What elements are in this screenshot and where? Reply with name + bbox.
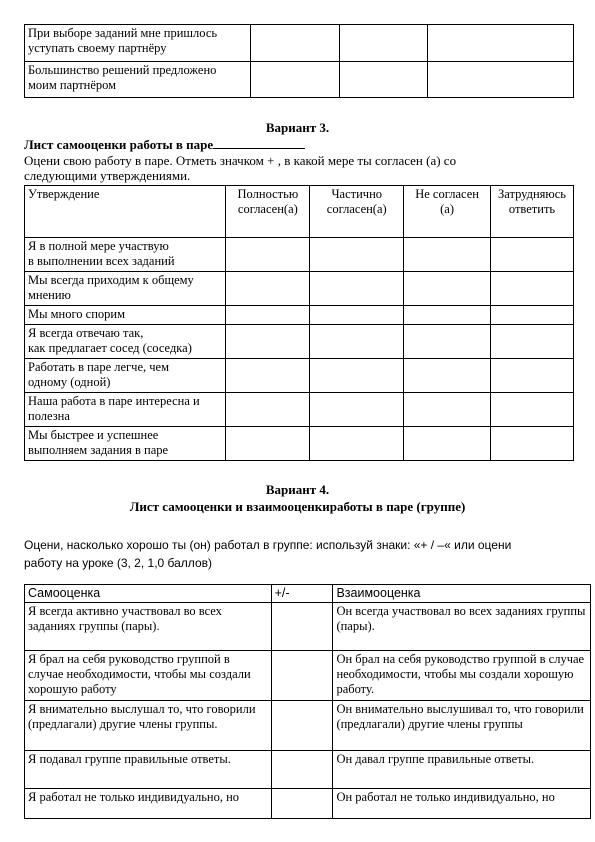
variant4-instruction-1: Оцени, насколько хорошо ты (он) работал в группе: используй знаки: «+ / –« или оцени <box>24 538 512 552</box>
header-row <box>25 585 591 603</box>
variant3-instruction-2: следующими утверждениями. <box>24 168 191 183</box>
answer-cell[interactable] <box>250 62 340 98</box>
table-row <box>25 62 574 98</box>
answer-cell[interactable] <box>491 325 574 359</box>
answer-cell[interactable] <box>491 306 574 325</box>
answer-cell[interactable] <box>491 393 574 427</box>
statement-line: Я всегда отвечаю так, <box>28 326 144 340</box>
statement-cell <box>25 325 226 359</box>
answer-cell[interactable] <box>310 306 404 325</box>
name-blank-line <box>213 136 305 149</box>
statement-line: одному (одной) <box>28 375 111 389</box>
answer-cell[interactable] <box>491 238 574 272</box>
statement-cell <box>25 393 226 427</box>
table-row <box>25 789 591 819</box>
table-row <box>25 306 574 325</box>
statement-line: Наша работа в паре интересна и <box>28 394 200 408</box>
mark-cell[interactable] <box>271 701 333 751</box>
pair-work-self-assessment-table <box>24 185 574 461</box>
statement-line: мнению <box>28 288 71 302</box>
answer-cell[interactable] <box>310 325 404 359</box>
answer-cell[interactable] <box>404 306 491 325</box>
self-assessment-cell: Я внимательно выслушал то, что говорили (предлагали) другие члены группы. <box>25 701 272 751</box>
statement-cell <box>25 272 226 306</box>
answer-cell[interactable] <box>428 25 574 62</box>
answer-cell[interactable] <box>226 306 310 325</box>
answer-cell[interactable] <box>226 393 310 427</box>
statement-line: Я в полной мере участвую <box>28 239 169 253</box>
statement-line: уступать своему партнёру <box>28 41 167 55</box>
variant4-sheet-title: Лист самооценки и взаимооценкиработы в паре (группе) <box>129 499 466 514</box>
variant3-instruction-1: Оцени свою работу в паре. Отметь значком + , в какой мере ты согласен (а) со <box>24 153 457 168</box>
mark-cell[interactable] <box>271 603 333 651</box>
variant3-heading: Вариант 3. <box>265 120 330 135</box>
table-row <box>25 25 574 62</box>
pair-work-table-top <box>24 24 574 98</box>
variant3-sheet-title <box>24 136 305 153</box>
answer-cell[interactable] <box>404 427 491 461</box>
answer-cell[interactable] <box>404 359 491 393</box>
table-row <box>25 359 574 393</box>
answer-cell[interactable] <box>226 359 310 393</box>
statement-line: Мы всегда приходим к общему <box>28 273 194 287</box>
statement-line: При выборе заданий мне пришлось <box>28 26 218 40</box>
mark-cell[interactable] <box>271 789 333 819</box>
statement-cell <box>25 238 226 272</box>
statement-line: в выполнении всех заданий <box>28 254 175 268</box>
header-peer-assessment: Взаимооценка <box>333 585 591 603</box>
answer-cell[interactable] <box>310 427 404 461</box>
statement-line: полезна <box>28 409 70 423</box>
variant4-instruction-2: работу на уроке (3, 2, 1,0 баллов) <box>24 556 212 570</box>
answer-cell[interactable] <box>226 427 310 461</box>
answer-cell[interactable] <box>340 62 428 98</box>
header-statement: Утверждение <box>25 186 226 238</box>
statement-cell <box>25 25 251 62</box>
answer-cell[interactable] <box>404 325 491 359</box>
answer-cell[interactable] <box>491 272 574 306</box>
table-row <box>25 238 574 272</box>
answer-cell[interactable] <box>491 359 574 393</box>
statement-cell <box>25 359 226 393</box>
header-self-assessment: Самооценка <box>25 585 272 603</box>
answer-cell[interactable] <box>226 238 310 272</box>
table-row <box>25 651 591 701</box>
peer-assessment-cell: Он всегда участвовал во всех заданиях группы (пары). <box>333 603 591 651</box>
header-disagree: Не согласен (а) <box>404 186 491 238</box>
answer-cell[interactable] <box>226 325 310 359</box>
self-assessment-cell: Я всегда активно участвовал во всех заданиях группы (пары). <box>25 603 272 651</box>
statement-line: моим партнёром <box>28 78 117 92</box>
self-assessment-cell: Я брал на себя руководство группой в случае необходимости, чтобы мы создали хорошую работу <box>25 651 272 701</box>
self-and-peer-assessment-table <box>24 584 591 819</box>
header-plus-minus: +/- <box>271 585 333 603</box>
statement-cell <box>25 62 251 98</box>
answer-cell[interactable] <box>404 238 491 272</box>
table-row <box>25 393 574 427</box>
peer-assessment-cell: Он брал на себя руководство группой в случае необходимости, чтобы мы создали хорошую работу. <box>333 651 591 701</box>
statement-line: Мы много спорим <box>28 307 126 321</box>
table-row <box>25 427 574 461</box>
statement-cell <box>25 427 226 461</box>
sheet-title-text: Лист самооценки работы в паре <box>24 137 214 152</box>
answer-cell[interactable] <box>491 427 574 461</box>
statement-line: как предлагает сосед (соседка) <box>28 341 192 355</box>
answer-cell[interactable] <box>310 359 404 393</box>
table-row <box>25 751 591 789</box>
statement-cell <box>25 306 226 325</box>
mark-cell[interactable] <box>271 751 333 789</box>
answer-cell[interactable] <box>310 393 404 427</box>
statement-line: Мы быстрее и успешнее <box>28 428 159 442</box>
statement-line: Большинство решений предложено <box>28 63 217 77</box>
table-row <box>25 603 591 651</box>
peer-assessment-cell: Он внимательно выслушивал то, что говорили (предлагали) другие члены группы <box>333 701 591 751</box>
statement-line: Работать в паре легче, чем <box>28 360 170 374</box>
header-partly-agree: Частично согласен(а) <box>310 186 404 238</box>
answer-cell[interactable] <box>340 25 428 62</box>
header-row <box>25 186 574 238</box>
answer-cell[interactable] <box>404 393 491 427</box>
self-assessment-cell: Я подавал группе правильные ответы. <box>25 751 272 789</box>
answer-cell[interactable] <box>226 272 310 306</box>
answer-cell[interactable] <box>310 238 404 272</box>
variant4-heading: Вариант 4. <box>265 482 330 497</box>
statement-line: выполняем задания в паре <box>28 443 169 457</box>
answer-cell[interactable] <box>428 62 574 98</box>
header-fully-agree: Полностью согласен(а) <box>226 186 310 238</box>
answer-cell[interactable] <box>310 272 404 306</box>
mark-cell[interactable] <box>271 651 333 701</box>
self-assessment-cell: Я работал не только индивидуально, но <box>25 789 272 819</box>
peer-assessment-cell: Он давал группе правильные ответы. <box>333 751 591 789</box>
header-hard-to-answer: Затрудняюсь ответить <box>491 186 574 238</box>
answer-cell[interactable] <box>250 25 340 62</box>
table-row <box>25 325 574 359</box>
table-row <box>25 272 574 306</box>
peer-assessment-cell: Он работал не только индивидуально, но <box>333 789 591 819</box>
answer-cell[interactable] <box>404 272 491 306</box>
table-row <box>25 701 591 751</box>
